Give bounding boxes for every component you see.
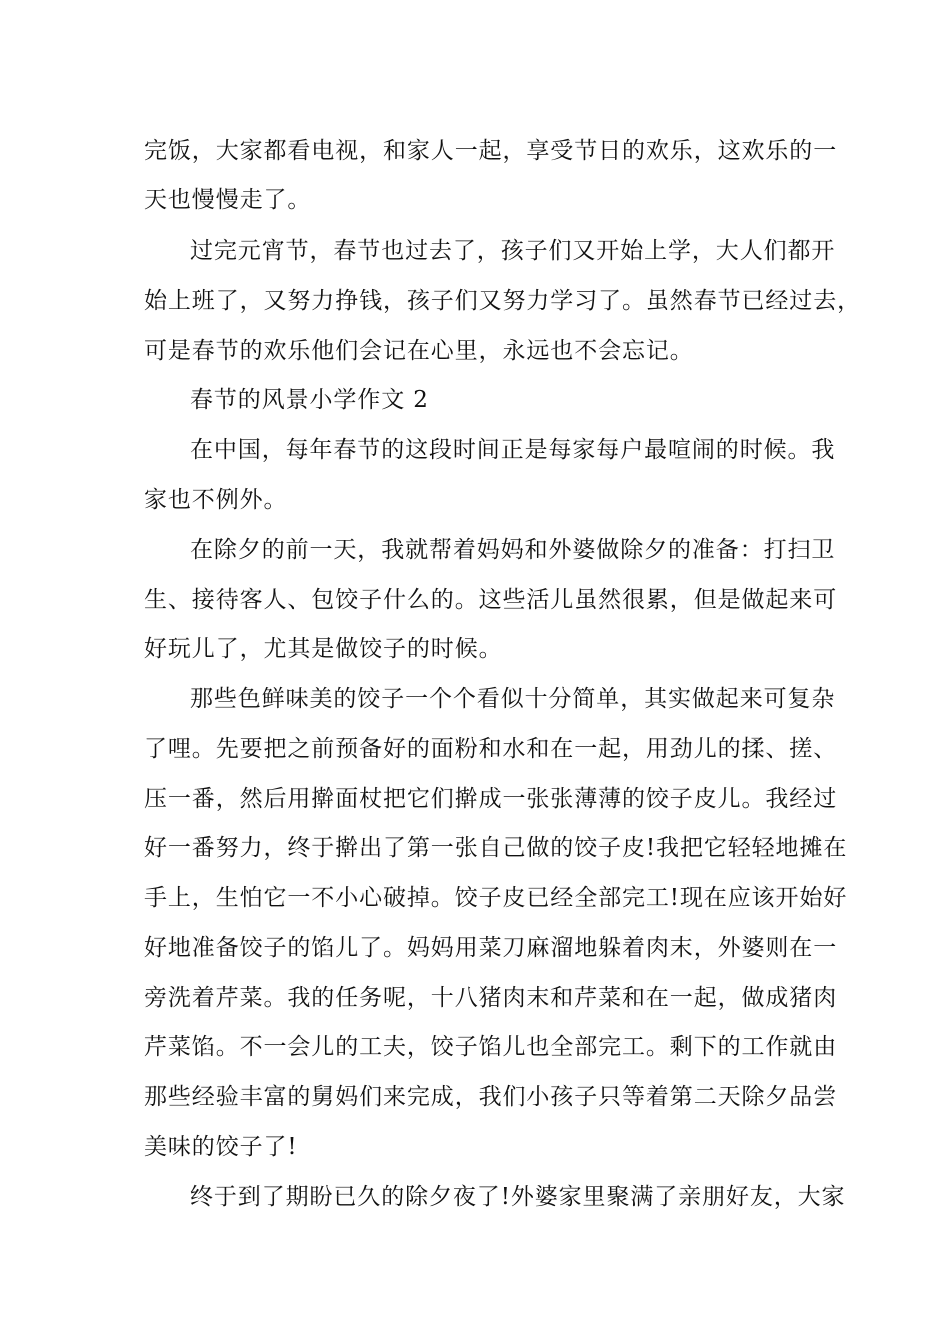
paragraph-first-line: 终于到了期盼已久的除夕夜了!外婆家里聚满了亲朋好友，大家 bbox=[190, 1184, 846, 1210]
text-line: 旁洗着芹菜。我的任务呢，十八猪肉末和芹菜和在一起，做成猪肉 bbox=[144, 985, 838, 1011]
paragraph-first-line: 过完元宵节，春节也过去了，孩子们又开始上学，大人们都开 bbox=[190, 238, 836, 264]
text-line: 好地准备饺子的馅儿了。妈妈用菜刀麻溜地躲着肉末，外婆则在一 bbox=[144, 935, 838, 961]
text-line: 生、接待客人、包饺子什么的。这些活儿虽然很累，但是做起来可 bbox=[144, 587, 838, 613]
paragraph-first-line: 在中国，每年春节的这段时间正是每家每户最喧闹的时候。我 bbox=[190, 437, 836, 463]
text-line: 天也慢慢走了。 bbox=[144, 187, 312, 213]
text-line: 可是春节的欢乐他们会记在心里，永远也不会忘记。 bbox=[144, 338, 694, 364]
text-line: 美味的饺子了! bbox=[144, 1134, 298, 1160]
text-line: 芹菜馅。不一会儿的工夫，饺子馅儿也全部完工。剩下的工作就由 bbox=[144, 1034, 838, 1060]
text-line: 始上班了，又努力挣钱，孩子们又努力学习了。虽然春节已经过去， bbox=[144, 288, 861, 314]
text-line: 那些经验丰富的舅妈们来完成，我们小孩子只等着第二天除夕品尝 bbox=[144, 1084, 838, 1110]
text-line: 完饭，大家都看电视，和家人一起，享受节日的欢乐，这欢乐的一 bbox=[144, 138, 838, 164]
text-line: 家也不例外。 bbox=[144, 487, 288, 513]
section-heading: 春节的风景小学作文 2 bbox=[190, 387, 429, 413]
text-line: 手上，生怕它一不小心破掉。饺子皮已经全部完工!现在应该开始好 bbox=[144, 885, 848, 911]
paragraph-first-line: 在除夕的前一天，我就帮着妈妈和外婆做除夕的准备：打扫卫 bbox=[190, 537, 836, 563]
text-line: 好玩儿了，尤其是做饺子的时候。 bbox=[144, 636, 503, 662]
text-line: 好一番努力，终于擀出了第一张自己做的饺子皮!我把它轻轻地摊在 bbox=[144, 835, 848, 861]
text-line: 压一番，然后用擀面杖把它们擀成一张张薄薄的饺子皮儿。我经过 bbox=[144, 786, 838, 812]
text-line: 了哩。先要把之前预备好的面粉和水和在一起，用劲儿的揉、搓、 bbox=[144, 736, 838, 762]
paragraph-first-line: 那些色鲜味美的饺子一个个看似十分简单，其实做起来可复杂 bbox=[190, 686, 836, 712]
